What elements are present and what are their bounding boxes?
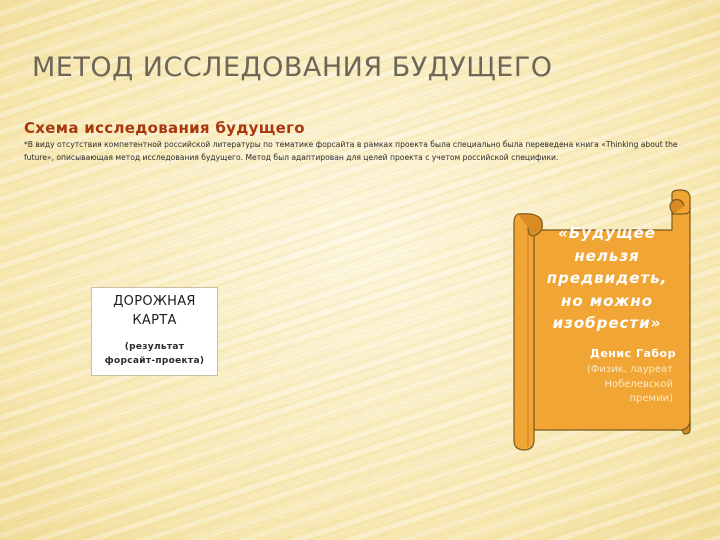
slide-title: МЕТОД ИССЛЕДОВАНИЯ БУДУЩЕГО bbox=[32, 52, 553, 83]
quote-line-4: но можно bbox=[560, 291, 654, 310]
roadmap-note-line-2: форсайт-проекта) bbox=[104, 356, 205, 366]
quote-line-1: «Будущее bbox=[558, 224, 656, 242]
footnote-text: *В виду отсутствия компетентной российской литературы по тематике форсайта в рамках проекта была специально была переведена книга «Thinking about the future», описывающая метод исследования будущего. Метод был адаптирован для целей проекта с учетом российской специфики. bbox=[24, 140, 678, 162]
roadmap-note-line-1: (результат bbox=[124, 342, 185, 352]
scroll-left-roll bbox=[514, 214, 534, 450]
slide-subtitle: Схема исследования будущего bbox=[24, 119, 305, 137]
author-note-line-3: премии) bbox=[629, 393, 673, 404]
quote-author-note bbox=[540, 363, 673, 407]
quote-line-5: изобрести» bbox=[552, 314, 662, 332]
roadmap-title-line-1: ДОРОЖНАЯ bbox=[113, 294, 196, 309]
quote-author: Денис Габор bbox=[590, 347, 676, 360]
author-note-line-1: (Физик, лауреат bbox=[586, 364, 673, 375]
roadmap-title-line-2: КАРТА bbox=[132, 313, 177, 328]
author-note-line-2: Нобелевской bbox=[604, 378, 673, 390]
quote-text bbox=[532, 222, 682, 335]
quote-line-2: нельзя bbox=[574, 246, 640, 265]
quote-line-3: предвидеть, bbox=[546, 269, 668, 287]
